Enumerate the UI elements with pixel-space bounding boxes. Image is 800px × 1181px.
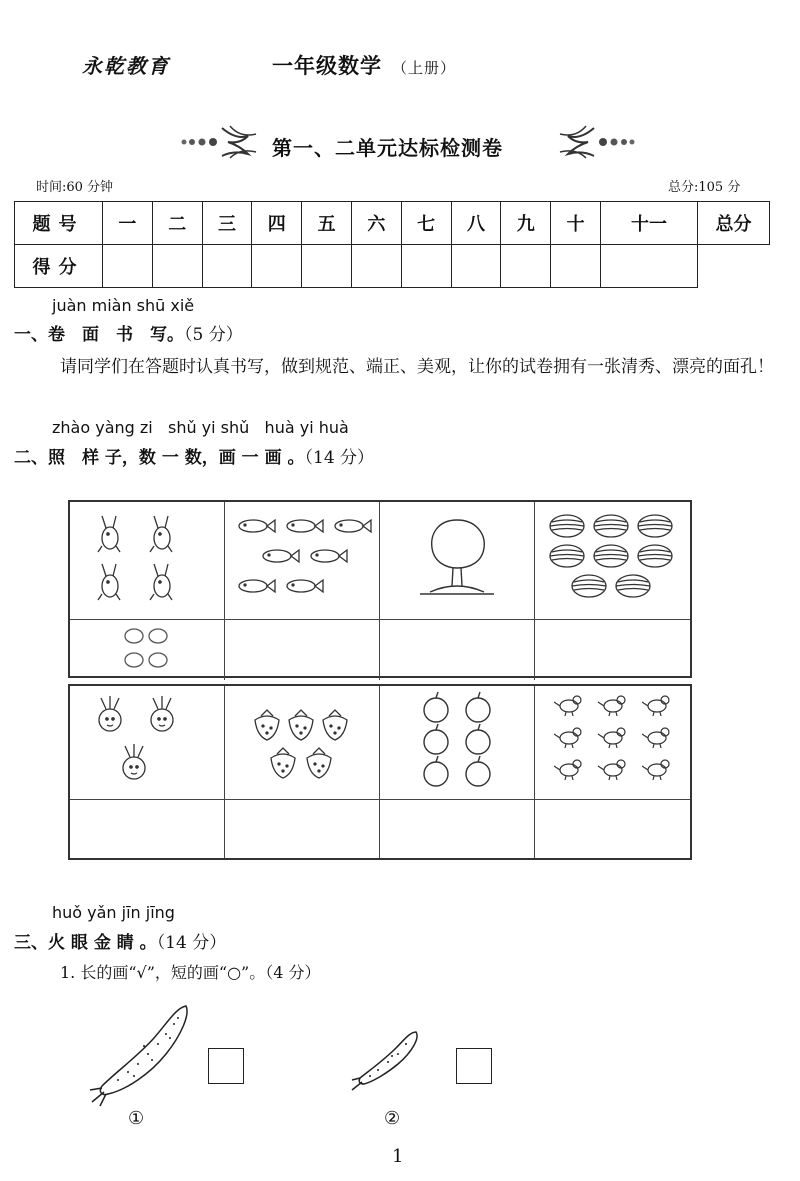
col-10: 十 [551, 202, 601, 245]
score-table-header-row [15, 202, 770, 245]
picture-cell-bird [535, 686, 690, 800]
picture-cell-watermelon [535, 502, 690, 620]
sample-circles-icon [70, 620, 224, 676]
section3-heading [14, 928, 226, 953]
short-cucumber-icon [350, 1026, 426, 1096]
picture-cell-strawberry [225, 686, 380, 800]
counting-grid-1 [68, 500, 692, 678]
score-cell[interactable] [103, 245, 153, 288]
section3-pinyin: huǒ yǎn jīn jīng [52, 903, 175, 922]
score-cell[interactable] [351, 245, 401, 288]
section2-pinyin: zhào yàng zi shǔ yi shǔ huà yi huà [52, 418, 349, 437]
answer-cell[interactable] [380, 620, 535, 680]
score-table [14, 201, 770, 288]
col-7: 七 [401, 202, 451, 245]
picture-cell-fish [225, 502, 380, 620]
exam-total: 总分:105 分 [668, 180, 741, 195]
col-2: 二 [152, 202, 202, 245]
apple-group-icon [380, 686, 534, 798]
col-6: 六 [351, 202, 401, 245]
score-cell[interactable] [600, 245, 697, 288]
answer-cell[interactable] [70, 800, 225, 858]
volume-text: （上册） [392, 59, 457, 77]
long-cucumber-icon [86, 998, 198, 1110]
right-ornament-icon [548, 122, 638, 162]
col-5: 五 [302, 202, 352, 245]
col-1: 一 [103, 202, 153, 245]
answer-box-2[interactable] [456, 1048, 492, 1084]
answer-cell[interactable] [225, 800, 380, 858]
answer-box-1[interactable] [208, 1048, 244, 1084]
score-cell[interactable] [451, 245, 501, 288]
exam-title: 第一、二单元达标检测卷 [272, 136, 503, 160]
section1-heading [14, 320, 243, 345]
score-cell[interactable] [551, 245, 601, 288]
left-ornament-icon [178, 122, 268, 162]
answer-cell[interactable] [380, 800, 535, 858]
score-cell[interactable] [152, 245, 202, 288]
score-cell[interactable] [401, 245, 451, 288]
exam-time: 时间:60 分钟 [36, 180, 114, 195]
score-cell[interactable] [302, 245, 352, 288]
section1-title: 一、卷 面 书 写。 [14, 325, 184, 345]
page-number: 1 [392, 1146, 404, 1167]
bird-group-icon [535, 686, 689, 798]
question-number-label: 题号 [15, 202, 103, 245]
section1-points: （5 分） [184, 325, 243, 345]
score-blank [698, 245, 770, 288]
col-3: 三 [202, 202, 252, 245]
col-11: 十一 [600, 202, 697, 245]
section2-points: （14 分） [304, 448, 375, 468]
rabbit-group-icon [70, 502, 224, 618]
answer-cell[interactable] [535, 800, 690, 858]
item-1-label: ① [128, 1108, 145, 1129]
subject-title [272, 50, 456, 80]
picture-cell-tree [380, 502, 535, 620]
section3-points: （14 分） [156, 933, 227, 953]
item-2-label: ② [384, 1108, 401, 1129]
counting-grid-2 [68, 684, 692, 860]
answer-cell-sample[interactable] [70, 620, 225, 680]
section2-title: 二、照 样 子，数 一 数，画 一 画 。 [14, 448, 305, 468]
total-label: 总分 [698, 202, 770, 245]
watermelon-group-icon [535, 502, 689, 618]
picture-cell-radish [70, 686, 225, 800]
score-table-score-row [15, 245, 770, 288]
section1-instructions: 请同学们在答题时认真书写，做到规范、端正、美观，让你的试卷拥有一张清秀、漂亮的面孔！ [60, 357, 774, 377]
picture-cell-rabbit [70, 502, 225, 620]
strawberry-group-icon [225, 686, 379, 798]
answer-cell[interactable] [535, 620, 690, 680]
picture-cell-apple [380, 686, 535, 800]
fish-group-icon [225, 502, 379, 618]
radish-group-icon [70, 686, 224, 798]
subject-text: 一年级数学 [272, 53, 382, 78]
tree-icon [380, 502, 534, 618]
section2-heading [14, 443, 374, 468]
col-8: 八 [451, 202, 501, 245]
answer-cell[interactable] [225, 620, 380, 680]
question-1-text: 1. 长的画“√”，短的画“○”。（4 分） [60, 963, 321, 982]
publisher-name: 永乾教育 [82, 54, 170, 78]
col-9: 九 [501, 202, 551, 245]
score-cell[interactable] [252, 245, 302, 288]
col-4: 四 [252, 202, 302, 245]
score-label: 得分 [15, 245, 103, 288]
score-cell[interactable] [202, 245, 252, 288]
section1-pinyin: juàn miàn shū xiě [52, 296, 195, 315]
section3-title: 三、火 眼 金 睛 。 [14, 933, 157, 953]
score-cell[interactable] [501, 245, 551, 288]
